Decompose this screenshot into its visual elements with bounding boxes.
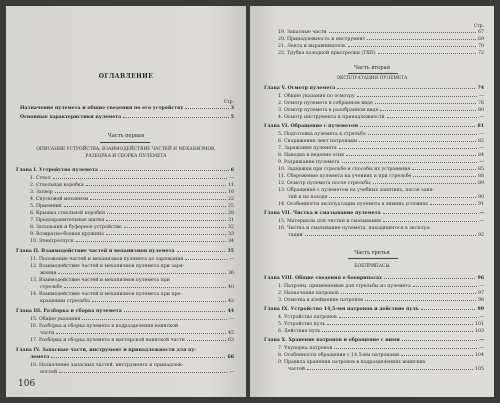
toc-entry: 11. Сбережение пулемета на учениях и при стрельбе 88 [278,174,484,179]
toc-entry: 8. Затыльник и буферное устройство 32 [30,225,234,230]
toc-entry: 9. Правила хранения патронов в подразделениях воинских [278,360,426,365]
toc-entry: 2. Ствольная коробка 11 [30,183,234,188]
toc-entry: 19. Запасные части 67 [278,30,484,35]
toc-entry: тий и на походе 90 [288,195,484,200]
toc-entry: стрельбе 40 [40,285,234,290]
chapter-entry: Глава II. Взаимодействие частей и механизмов пулемета 35 [16,249,234,254]
toc-entry: 13. Обращение с пулеметом на учебных занятиях, после заня- [278,188,435,193]
chapter-entry: Глава III. Разборка и сборка пулемета 44 [16,309,234,314]
toc-entry: 7. Предохранительные щитки 31 [30,218,234,223]
chapter-entry: Глава VII. Чистка и смазывание пулемета — [264,211,484,216]
chapter-entry: Глава IV. Запасные части, инструмент и принадлежности для пу- [16,348,197,353]
toc-entry: жании 36 [40,271,234,276]
toc-entry: 2. Осмотр пулемета в собранном виде 76 [278,101,484,106]
toc-entry: 15. Общие указания — [30,317,234,322]
toc-entry: 12. Взаимодействие частей и механизмов пулемета при заря- [30,264,185,269]
toc-entry: 22. Трубка холодной пристрелки (ТХП) 72 [278,51,484,56]
part-title: Часть вторая [354,65,390,71]
toc-entry: 7. Заряжание пулемета — [278,146,484,151]
toc-title: ОГЛАВЛЕНИЕ [98,73,154,80]
chapter-entry: Глава I. Устройство пулемета 6 [16,168,234,173]
toc-entry: 3. Осмотр пулемета в разобранном виде 80 [278,108,484,113]
toc-entry: кращении стрельбы 42 [40,299,234,304]
toc-entry: 13. Взаимодействие частей и механизмов пулемета при [30,278,170,283]
chapter-entry: Глава IX. Устройство 14,5-мм патронов и действие пуль 99 [264,307,484,312]
toc-entry: 8. Особенности обращения с 14,5-мм патронами 104 [278,353,484,358]
divider [348,258,398,259]
toc-entry: 10. Электроспуск 34 [30,239,234,244]
toc-entry: ностей — [40,370,234,375]
divider [348,73,398,74]
toc-entry: 2. Назначение патронов 97 [278,291,484,296]
toc-entry: 4. Осмотр инструмента и принадлежности — [278,115,484,120]
toc-entry: частей 105 [288,367,484,372]
toc-entry: 4. Спусковой механизм 22 [30,197,234,202]
chapter-entry: Глава VI. Обращение с пулеметом 81 [264,124,484,129]
toc-entry: 10. Задержки при стрельбе и способы их устранения 85 [278,167,484,172]
part-subtitle: ЭКСПЛУАТАЦИЯ ПУЛЕМЕТА [336,76,408,81]
page-number: 106 [18,379,36,389]
toc-entry: 1. Ствол — [30,176,234,181]
toc-entry: 17. Разборка и сборка пулемета в мастерской воинской части 63 [30,338,234,343]
part-title: Часть третья [354,250,390,256]
toc-entry: 20. Принадлежность и инструмент 69 [278,37,484,42]
chapter-entry: Глава X. Хранение патронов и обращение с ними — [264,338,484,343]
toc-entry: 11. Положение частей и механизмов пулемета до заряжания — [30,257,234,262]
toc-entry: 5. Подготовка пулемета к стрельбе — [278,132,484,137]
toc-entry: 7. Укупорка патронов — [278,346,484,351]
left-page [6,6,246,397]
toc-entry: 8. Наводка и ведение огня 84 [278,153,484,158]
toc-entry: 16. Чистка и смазывание пулемета, находящегося в эксплуа- [278,226,431,231]
toc-entry: 5. Устройство пуль 101 [278,322,484,327]
toc-entry: 9. Возвратно-боевая пружина 33 [30,232,234,237]
toc-entry: 9. Разряжание пулемета — [278,160,484,165]
part-subtitle: РАЗБОРКА И СБОРКА ПУЛЕМЕТА [85,154,167,159]
toc-entry: 14. Взаимодействие частей и механизмов пулемета при пре- [30,292,182,297]
page-col-label: Стр. [223,100,234,105]
toc-entry: 4. Устройство патронов — [278,315,484,320]
page-col-label: Стр. [473,24,484,29]
chapter-entry: Глава V. Осмотр пулемета 74 [264,86,484,91]
chapter-entry: лемета 66 [30,355,234,360]
toc-entry: 1. Общие указания по осмотру — [278,94,484,99]
right-page [250,6,494,397]
toc-entry: 3. Затвор 16 [30,190,234,195]
toc-entry: 12. Осмотр пулемета после стрельбы 89 [278,181,484,186]
toc-entry: 6. Крышка ствольной коробки 28 [30,211,234,216]
toc-entry: 6. Снаряжение лент патронами 82 [278,139,484,144]
toc-entry: 3. Отметка и клеймение патронов 98 [278,298,484,303]
toc-entry: Назначение пулемета и общие сведения по его устройству 3 [20,106,234,111]
toc-entry: Основные характеристики пулемета 5 [20,115,234,120]
toc-entry: 15. Материалы для чистки и смазывания — [278,219,484,224]
toc-entry: 6. Действие пуль 103 [278,329,484,334]
toc-entry: части 45 [40,331,234,336]
divider [100,142,150,143]
part-subtitle: ОПИСАНИЕ УСТРОЙСТВА, ВЗАИМОДЕЙСТВИЕ ЧАСТЕЙ И МЕХАНИЗМОВ, [36,147,216,152]
toc-entry: 1. Патроны, применяемые для стрельбы из пулемета — [278,284,484,289]
toc-entry: тации 92 [288,233,484,238]
toc-entry: 16. Разборка и сборка пулемета в подразделении воинской [30,324,179,329]
toc-entry: 18. Назначение запасных частей, инструмента и принадлеж- [30,363,184,368]
toc-entry: 14. Особенности эксплуатации пулемета в зимних условиях 91 [278,202,484,207]
part-title: Часть первая [107,133,145,139]
chapter-entry: Глава VIII. Общие сведения о боеприпасах 96 [264,276,484,281]
part-subtitle: БОЕПРИПАСЫ [354,264,390,269]
toc-entry: 5. Приемник 25 [30,204,234,209]
toc-entry: 21. Лента и выравниватель 70 [278,44,484,49]
